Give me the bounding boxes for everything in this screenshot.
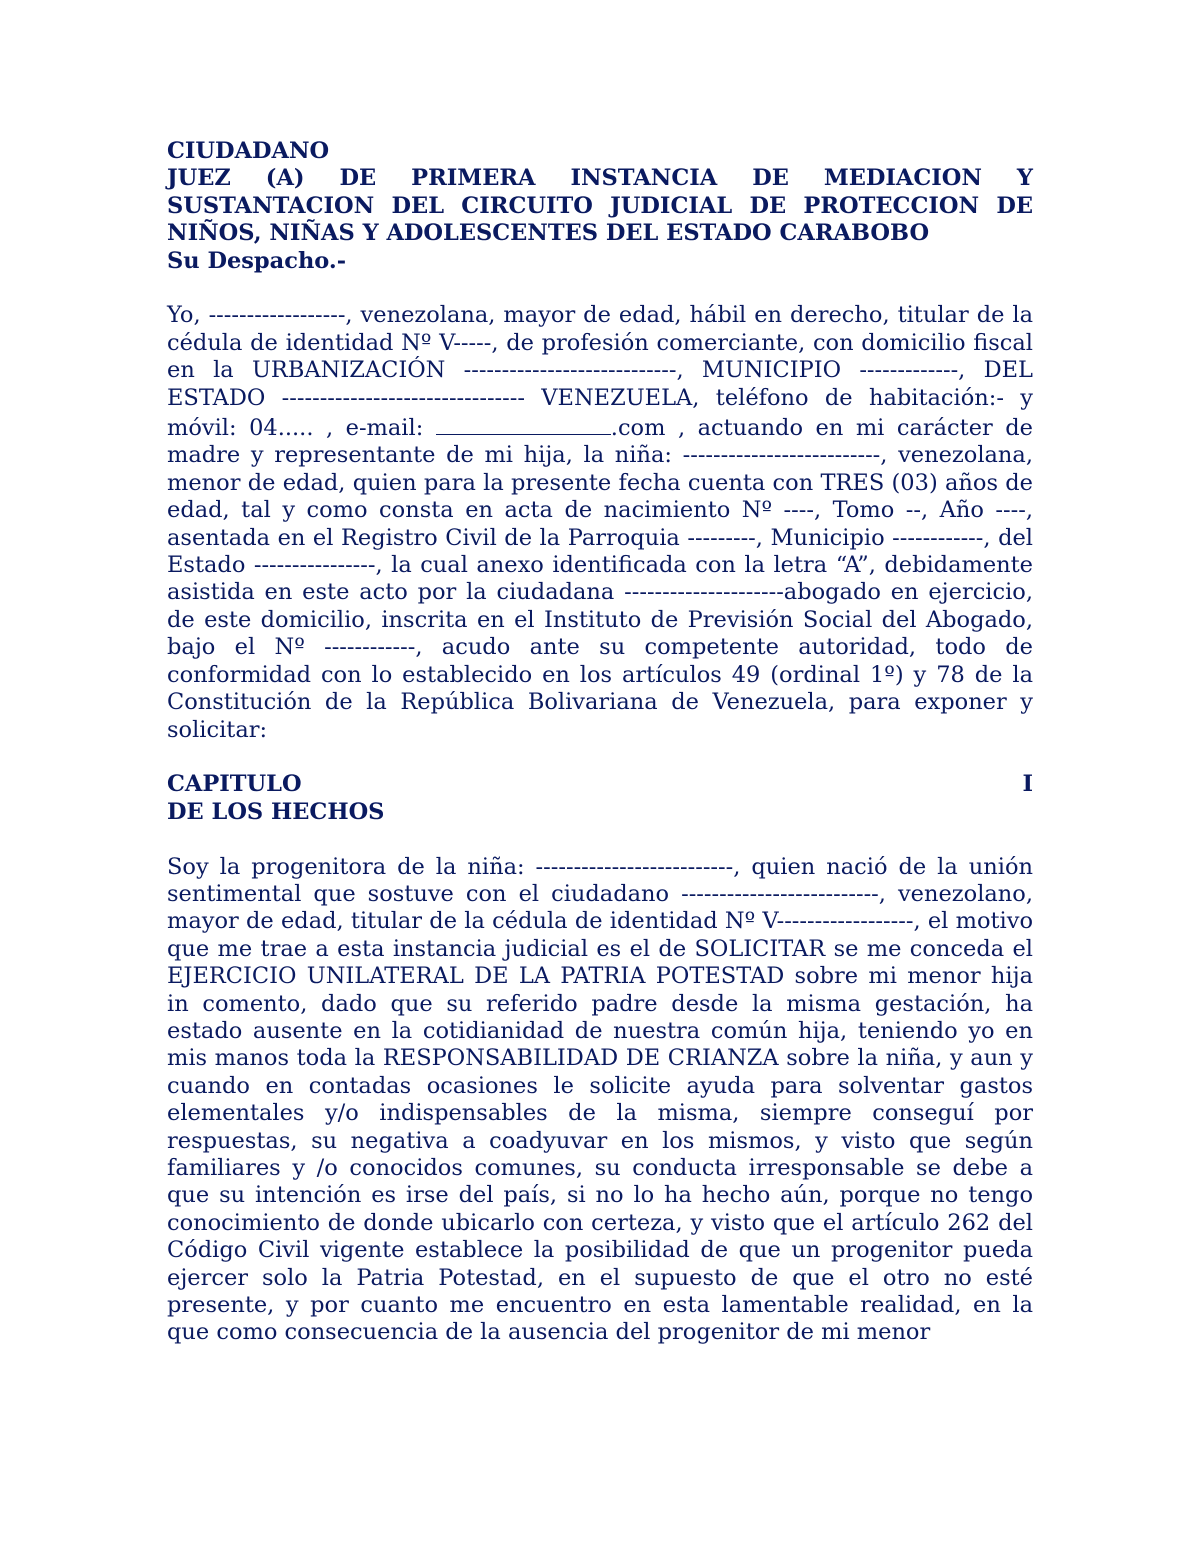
spacer [167,826,1033,853]
addressee: JUEZ (A) DE PRIMERA INSTANCIA DE MEDIACION Y SUSTANTACION DEL CIRCUITO JUDICIAL DE PROTECCION DE NIÑOS, NIÑAS Y ADOLESCENTES DEL ESTADO CARABOBO [167,165,1033,247]
intro-part-1: Yo, ------------------, venezolana, mayor de edad, hábil en derecho, titular de la cédula de identidad Nº V-----, de profesión comerciante, con domicilio fiscal en la URBANIZACIÓN ----------------------------, MUNICIPIO -------------, DEL ESTADO -------------------------------- VENEZUELA, teléfono de habitación:- y móvil: 04..... , e-mail: [167,302,1033,442]
chapter-label: CAPITULO [167,771,302,798]
email-blank [436,412,611,435]
facts-paragraph: Soy la progenitora de la niña: --------------------------, quien nació de la unión sentimental que sostuve con el ciudadano --------------------------, venezolano, mayor de edad, titular de la cédula de identidad Nº V------------------, el motivo que me trae a esta instancia judicial es el de SOLICITAR se me conceda el EJERCICIO UNILATERAL DE LA PATRIA POTESTAD sobre mi menor hija in comento, dado que su referido padre desde la misma gestación, ha estado ausente en la cotidianidad de nuestra común hija, teniendo yo en mis manos toda la RESPONSABILIDAD DE CRIANZA sobre la niña, y aun y cuando en contadas ocasiones le solicite ayuda para solventar gastos elementales y/o indispensables de la misma, siempre conseguí por respuestas, su negativa a coadyuvar en los mismos, y visto que según familiares y /o conocidos comunes, su conducta irresponsable se debe a que su intención es irse del país, si no lo ha hecho aún, porque no tengo conocimiento de donde ubicarlo con certeza, y visto que el artículo 262 del Código Civil vigente establece la posibilidad de que un progenitor pueda ejercer solo la Patria Potestad, en el supuesto de que el otro no esté presente, y por cuanto me encuentro en esta lamentable realidad, en la que como consecuencia de la ausencia del progenitor de mi menor [167,853,1033,1346]
chapter-number: I [1022,771,1033,798]
intro-paragraph [167,302,1033,744]
salutation: CIUDADANO [167,138,330,164]
chapter-heading [167,771,1033,798]
intro-part-2: .com , actuando en mi carácter de madre y representante de mi hija, la niña: --------------------------, venezolana, menor de edad, quien para la presente fecha cuenta con TRES (03) años de edad, tal y como consta en acta de nacimiento Nº ----, Tomo --, Año ----, asentada en el Registro Civil de la Parroquia ---------, Municipio ------------, del Estado ----------------, la cual anexo identificada con la letra “A”, debidamente asistida en este acto por la ciudadana ---------------------abogado en ejercicio, de este domicilio, inscrita en el Instituto de Previsión Social del Abogado, bajo el Nº ------------, acudo ante su competente autoridad, todo de conformidad con lo establecido en los artículos 49 (ordinal 1º) y 78 de la Constitución de la República Bolivariana de Venezuela, para exponer y solicitar: [167,415,1034,743]
document-page [167,138,1033,1347]
spacer [167,275,1033,302]
closing-formula: Su Despacho.- [167,247,347,274]
chapter-title: DE LOS HECHOS [167,798,385,825]
spacer [167,744,1033,771]
